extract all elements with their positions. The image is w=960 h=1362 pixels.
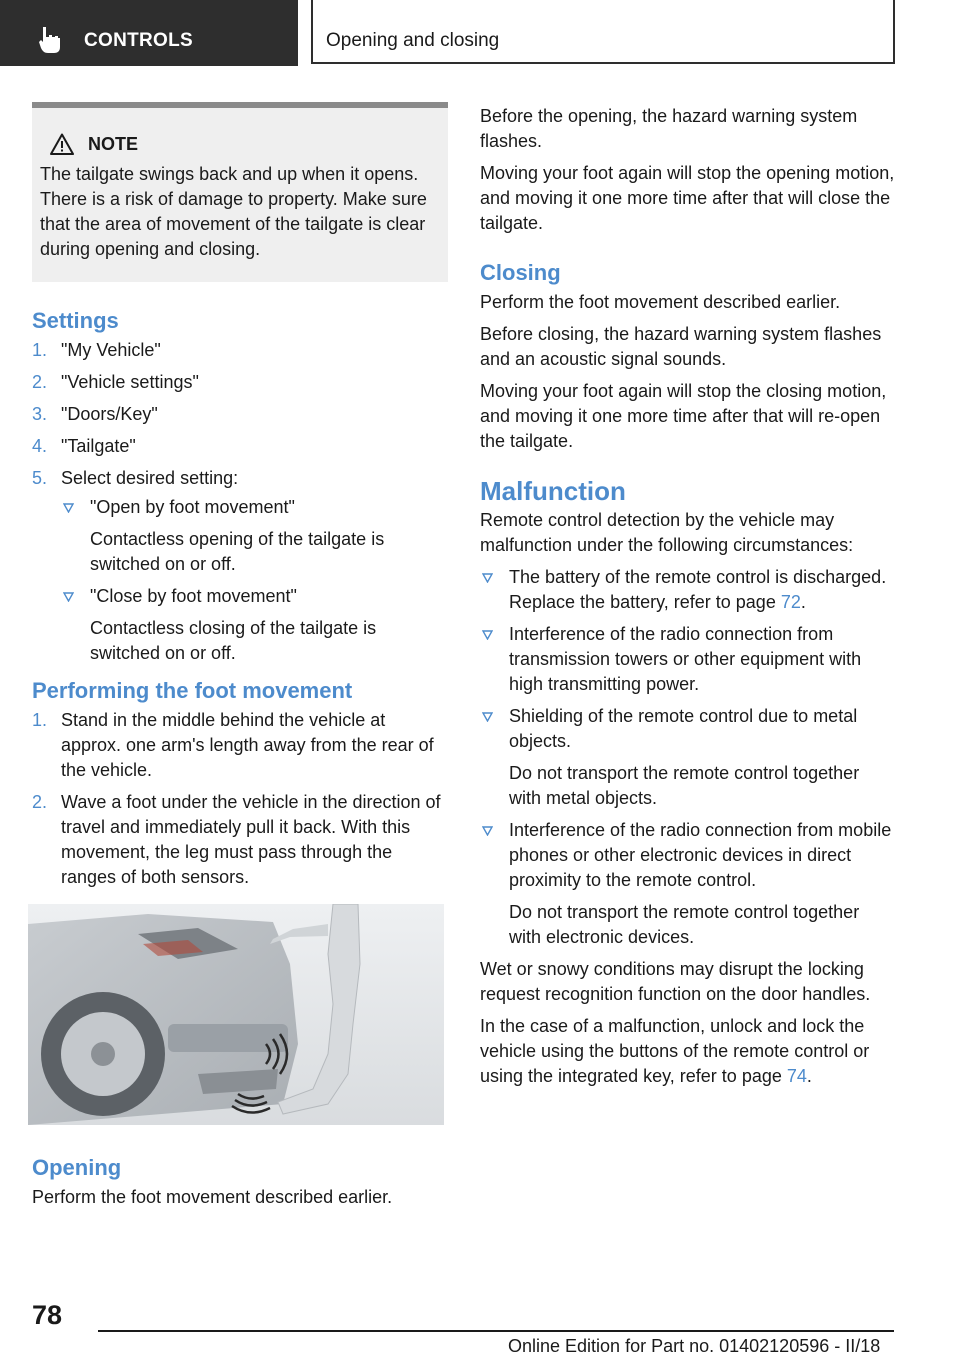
left-column xyxy=(32,102,448,1210)
bullet-triangle-icon xyxy=(482,573,493,583)
step-number: 1. xyxy=(32,340,48,360)
bullet-text-end: . xyxy=(800,592,806,612)
step-number: 4. xyxy=(32,436,48,456)
step-text: Wave a foot under the vehicle in the direction of travel and immediately pull it back. With this movement, the leg must pass through the ranges of both sensors. xyxy=(61,792,441,887)
bullet-text: The battery of the remote control is discharged. Replace the battery, refer to page xyxy=(509,567,887,612)
list-item xyxy=(32,708,448,783)
list-item xyxy=(480,622,896,697)
step-text: "My Vehicle" xyxy=(61,340,161,360)
step-number: 3. xyxy=(32,404,48,424)
page-number: 78 xyxy=(32,1300,63,1330)
note-title: NOTE xyxy=(88,133,139,154)
note-text: The tailgate swings back and up when it opens. There is a risk of damage to property. Make sure that the area of movement of the tailgate is clear during opening and closing. xyxy=(40,164,427,259)
step-text: Stand in the middle behind the vehicle at approx. one arm's length away from the rear of the vehicle. xyxy=(61,710,434,780)
malfunction-wet-paragraph: Wet or snowy conditions may disrupt the locking request recognition function on the door handles. xyxy=(480,959,871,1004)
closing-paragraph-3: Moving your foot again will stop the closing motion, and moving it one more time after that will re-open the tailgate. xyxy=(480,381,887,451)
paragraph-text: In the case of a malfunction, unlock and lock the vehicle using the buttons of the remote control or using the integrated key, refer to page xyxy=(480,1016,870,1086)
list-item xyxy=(32,402,448,427)
settings-steps xyxy=(32,338,448,666)
foot-movement-heading: Performing the foot movement xyxy=(32,678,353,703)
malfunction-list xyxy=(480,565,896,950)
option-description: Contactless closing of the tailgate is switched on or off. xyxy=(90,618,377,663)
header-divider xyxy=(311,0,313,64)
section-label: CONTROLS xyxy=(84,30,194,51)
step-text: "Doors/Key" xyxy=(61,404,158,424)
opening-paragraph-2: Before the opening, the hazard warning system flashes. xyxy=(480,106,858,151)
malfunction-heading: Malfunction xyxy=(480,476,626,506)
list-item xyxy=(32,434,448,459)
bullet-subtext: Do not transport the remote control together with metal objects. xyxy=(509,763,860,808)
option-description: Contactless opening of the tailgate is switched on or off. xyxy=(90,529,385,574)
bullet-triangle-icon xyxy=(482,826,493,836)
header-underline xyxy=(311,62,895,64)
step-text: "Tailgate" xyxy=(61,436,136,456)
page-link[interactable]: 74 xyxy=(786,1066,807,1086)
settings-heading: Settings xyxy=(32,308,119,333)
opening-paragraph-1: Perform the foot movement described earlier. xyxy=(32,1187,393,1207)
list-item xyxy=(32,338,448,363)
list-item xyxy=(61,495,448,577)
list-item xyxy=(480,704,896,811)
option-label: "Close by foot movement" xyxy=(90,586,297,606)
closing-paragraph-1: Perform the foot movement described earlier. xyxy=(480,292,841,312)
note-header xyxy=(40,130,440,158)
list-item xyxy=(61,584,448,666)
bullet-triangle-icon xyxy=(482,712,493,722)
step-number: 2. xyxy=(32,372,48,392)
chapter-title: Opening and closing xyxy=(326,30,500,51)
warning-triangle-icon xyxy=(50,133,74,155)
page-header xyxy=(0,0,960,66)
bullet-triangle-icon xyxy=(63,592,74,602)
paragraph-text-end: . xyxy=(806,1066,812,1086)
malfunction-intro: Remote control detection by the vehicle may malfunction under the following circumstances: xyxy=(480,510,854,555)
right-column xyxy=(480,104,896,1089)
car-rear-illustration xyxy=(28,904,444,1125)
edition-info: Online Edition for Part no. 01402120596 - II/18 xyxy=(508,1336,881,1356)
step-number: 5. xyxy=(32,468,48,488)
list-item xyxy=(32,370,448,395)
bullet-triangle-icon xyxy=(63,503,74,513)
settings-options xyxy=(61,495,448,666)
bullet-text: Interference of the radio connection from transmission towers or other equipment with high transmitting power. xyxy=(509,624,862,694)
step-text: "Vehicle settings" xyxy=(61,372,199,392)
step-number: 2. xyxy=(32,792,48,812)
step-text: Select desired setting: xyxy=(61,468,239,488)
pointing-hand-icon xyxy=(36,26,64,54)
bullet-triangle-icon xyxy=(482,630,493,640)
list-item xyxy=(480,565,896,615)
malfunction-last-paragraph xyxy=(480,1014,896,1089)
closing-heading: Closing xyxy=(480,260,561,285)
bullet-subtext: Do not transport the remote control together with electronic devices. xyxy=(509,902,860,947)
note-box xyxy=(32,102,448,282)
opening-paragraph-3: Moving your foot again will stop the opening motion, and moving it one more time after that will close the tailgate. xyxy=(480,163,895,233)
header-right-border xyxy=(893,0,895,64)
list-item xyxy=(480,818,896,950)
list-item xyxy=(32,790,448,890)
foot-movement-steps xyxy=(32,708,448,890)
bullet-text: Interference of the radio connection from mobile phones or other electronic devices in direct proximity to the remote control. xyxy=(509,820,892,890)
list-item xyxy=(32,466,448,666)
closing-paragraph-2: Before closing, the hazard warning system flashes and an acoustic signal sounds. xyxy=(480,324,882,369)
step-number: 1. xyxy=(32,710,48,730)
foot-movement-illustration xyxy=(28,904,444,1125)
footer-rule xyxy=(98,1330,894,1332)
section-tab[interactable] xyxy=(0,0,298,66)
bullet-text: Shielding of the remote control due to metal objects. xyxy=(509,706,858,751)
opening-heading: Opening xyxy=(32,1155,122,1180)
page-link[interactable]: 72 xyxy=(780,592,801,612)
option-label: "Open by foot movement" xyxy=(90,497,295,517)
